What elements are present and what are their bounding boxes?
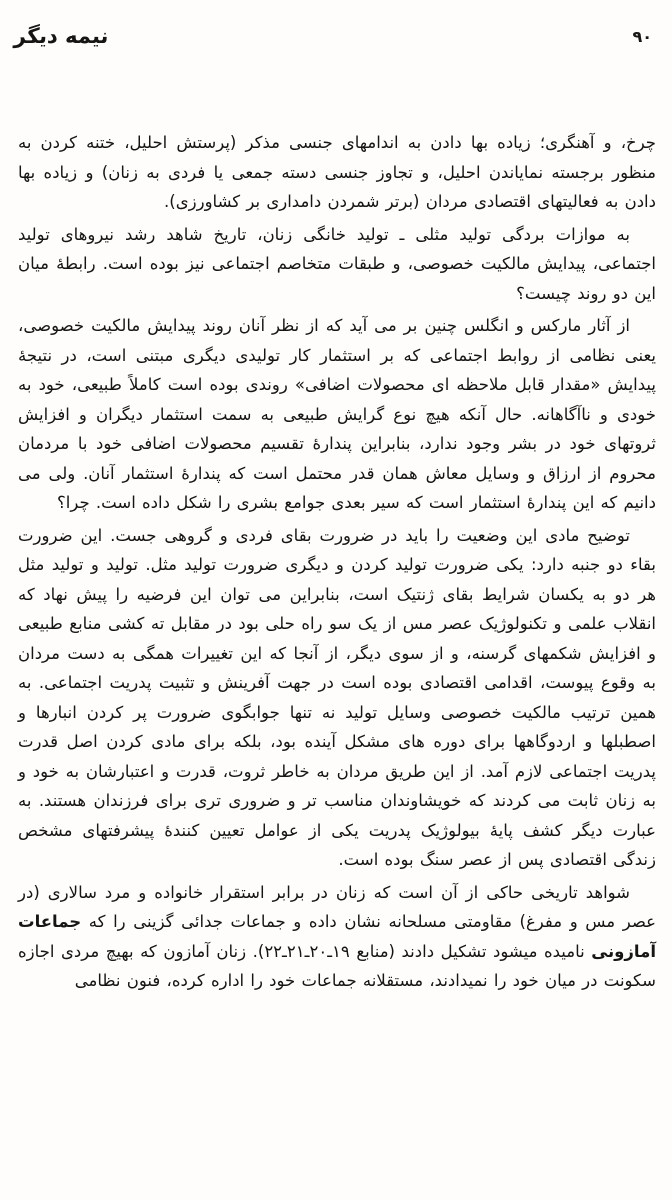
paragraph-historical-evidence-pre: شواهد تاریخی حاکی از آن است که زنان در برابر استقرار خانواده و مرد سالاری (در عصر مس و مفرغ) مقاومتی مسلحانه نشان داده و جماعات جدائی گزینی را که xyxy=(18,882,656,931)
paragraph-material-explanation: توضیح مادی این وضعیت را باید در ضرورت بقای فردی و گروهی جست. این ضرورت بقاء دو جنبه دارد: یکی ضرورت تولید کردن و دیگری ضرورت تولید مثل. تولید و تولید مثل هر دو به یکسان شرایط بقای ژنتیک است، بنابراین می توان این فرضیه را پیش نهاد که انقلاب علمی و تکنولوژیک عصر مس از یک سو راه حلی بود در مقابل ته کشی منابع طبیعی و افزایش شکمهای گرسنه، و از سوی دیگر، از آنجا که این تغییرات همگی به دست مردان به وقوع پیوست، اقدامی اقتصادی بوده است در جهت آفرینش و تثبیت پدریت اجتماعی. به همین ترتیب مالکیت خصوصی وسایل تولید نه تنها جوابگوی ضرورت پر کردن انبارها و اصطبلها و اردوگاهها برای دوره های مشکل آینده بود، بلکه برای مادی کردن اصل قدرت پدریت اجتماعی لازم آمد. از این طریق مردان به خاطر ثروت، قدرت و اعتبارشان به خود و به زنان ثابت می کردند که خویشاوندان مناسب تر و ضروری تری برای فرزندان هستند. به عبارت دیگر کشف پایۀ بیولوژیک پدریت یکی از عوامل تعیین کنندۀ پیشرفتهای مشخص زندگی اقتصادی پس از عصر سنگ بوده است. xyxy=(18,525,656,869)
paragraph-continuation: چرخ، و آهنگری؛ زیاده بها دادن به اندامهای جنسی مذکر (پرستش احلیل، ختنه کردن به منظور برجسته نمایاندن احلیل، و تجاوز جنسی دسته جمعی یا فردی به زنان) و زیاده بها دادن به فعالیتهای اقتصادی مردان (برتر شمردن دامداری بر کشاورزی). xyxy=(18,133,656,211)
journal-title: نیمه دیگر xyxy=(13,24,110,48)
paragraph-historical-evidence xyxy=(18,878,656,996)
paragraph-historical-evidence-post: نامیده میشود تشکیل دادند (منابع ۱۹ـ۲۰ـ۲۱ـ۲۲). زنان آمازون که بهیچ مردی اجازه سکونت در میان خود را نمیدادند، مستقلانه جماعات خود را اداره کرده، فنون نظامی xyxy=(18,941,656,990)
page-header xyxy=(0,0,672,48)
paragraph-marx-engels: از آثار مارکس و انگلس چنین بر می آید که از نظر آنان روند پیدایش مالکیت خصوصی، یعنی نظامی از روابط اجتماعی که بر استثمار کار تولیدی دیگری مبتنی است، در نتیجۀ پیدایش «مقدار قابل ملاحظه ای محصولات اضافی» روندی بوده است کاملاً طبیعی، خود به خودی و ناآگاهانه. حال آنکه هیچ نوع گرایش طبیعی به سمت استثمار دیگران و افزایش ثروتهای خود در بشر وجود ندارد، بنابراین پندارۀ تقسیم محصولات اضافی خود با مردمان محروم از ارزاق و وسایل معاش همان قدر محتمل است که پندارۀ استثمار آنان. ولی می دانیم که این پندارۀ استثمار است که سیر بعدی جوامع بشری را شکل داده است. چرا؟ xyxy=(18,316,656,512)
page-number: ۹۰ xyxy=(632,27,652,46)
amazon-communities-bold-term: جماعات آمازونی xyxy=(18,912,656,961)
paragraph-parallel-slavery: به موازات بردگی تولید مثلی ـ تولید خانگی زنان، تاریخ شاهد رشد نیروهای تولید اجتماعی، پیدایش مالکیت خصوصی، و طبقات متخاصم اجتماعی نیز بوده است. رابطۀ میان این دو روند چیست؟ xyxy=(18,224,656,303)
page-body xyxy=(18,128,656,996)
